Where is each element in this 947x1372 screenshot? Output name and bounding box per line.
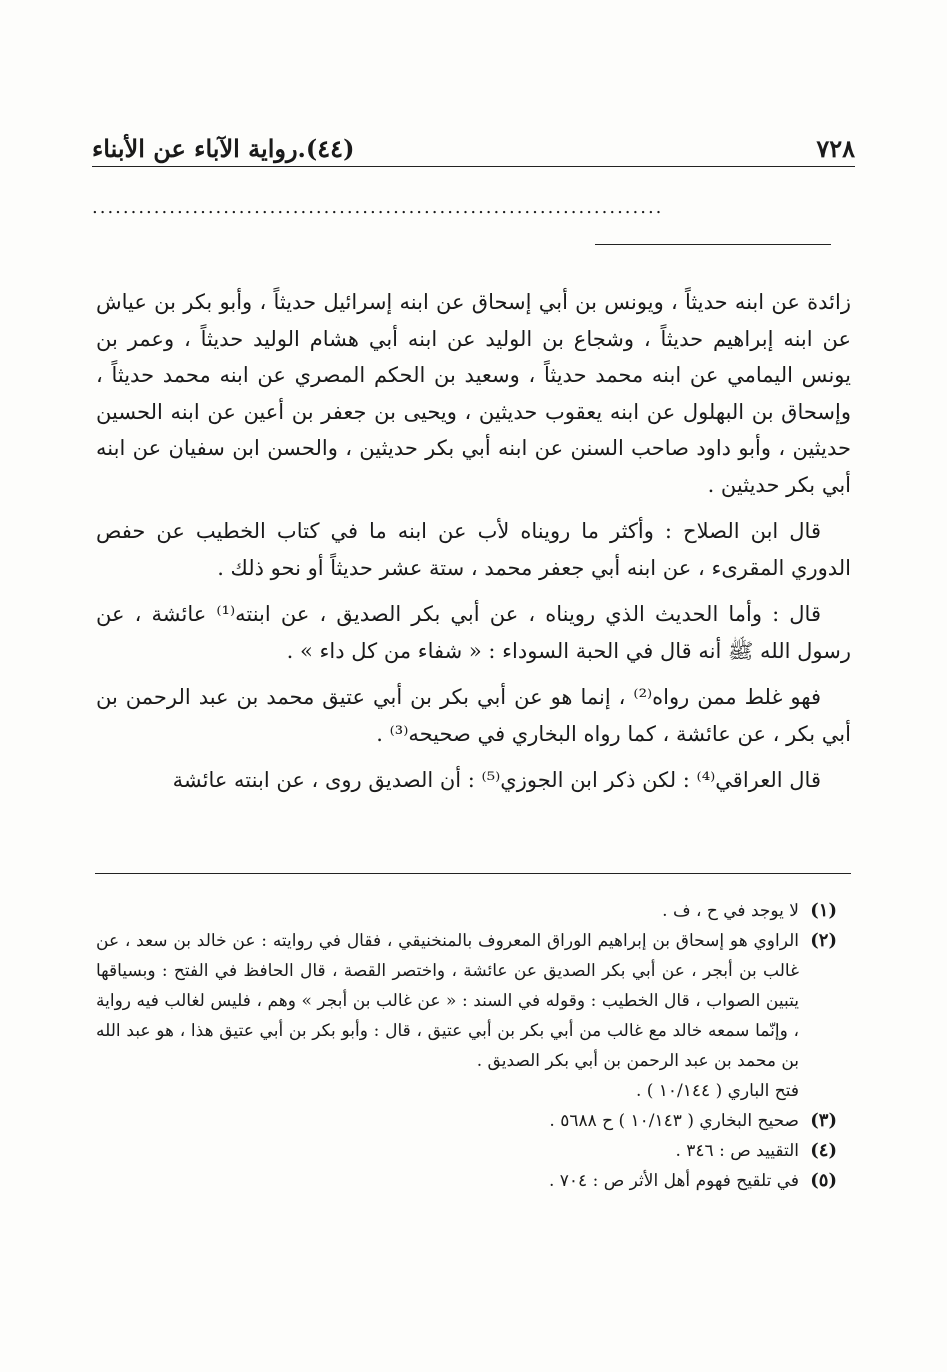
paragraph: قال ابن الصلاح : وأكثر ما رويناه لأب عن ابنه ما في كتاب الخطيب عن حفص الدوري المقرىء ، عن ابنه أبي جعفر محمد ، ستة عشر حديثاً أو نحو ذلك . (96, 519, 851, 580)
ellipsis-line: .......................................................................... (92, 197, 664, 218)
footnote-text: الراوي هو إسحاق بن إبراهيم الوراق المعروف بالمنخنيقي ، فقال في روايته : عن خالد بن سعد ، عن غالب بن أبجر ، عن أبي بكر الصديق عن عائشة ، واختصر القصة ، قال الحافظ في الفتح : وبسياقها يتبين الصواب ، قال الخطيب : وقوله في السند : « عن غالب بن أبجر » وهم ، فليس لغالب فيه رواية ، وإنّما سمعه خالد مع غالب من أبي بكر بن أبي عتيق ، قال : وأبو بكر بن أبي عتيق هذا ، هو عبد الله بن محمد بن عبد الرحمن بن أبي بكر الصديق . (96, 931, 799, 1071)
paragraph: فهو غلط ممن رواه⁽²⁾ ، إنما هو عن أبي بكر بن أبي عتيق محمد بن عبد الرحمن بن أبي بكر ، عن عائشة ، كما رواه البخاري في صحيحه⁽³⁾ . (96, 685, 851, 746)
footnote-number: (٤) (810, 1140, 837, 1161)
footnote (96, 1106, 837, 1136)
page-header (92, 128, 855, 168)
paragraph: قال العراقي⁽⁴⁾ : لكن ذكر ابن الجوزي⁽⁵⁾ : أن الصديق روى ، عن ابنته عائشة (172, 768, 821, 792)
footnote (96, 926, 837, 1106)
footnote-number: (٥) (810, 1170, 837, 1191)
footnote-number: (١) (810, 900, 837, 921)
footnote-text: صحيح البخاري ( ١٠/١٤٣ ) ح ٥٦٨٨ . (549, 1111, 799, 1131)
page-number: ٧٢٨ (816, 133, 855, 163)
footnote-text: لا يوجد في ح ، ف . (662, 901, 799, 921)
running-title: (٤٤).رواية الآباء عن الأبناء (92, 133, 355, 163)
section-rule (595, 244, 831, 245)
footnote-text: فتح الباري ( ١٠/١٤٤ ) . (635, 1081, 799, 1101)
paragraph: زائدة عن ابنه حديثاً ، ويونس بن أبي إسحاق عن ابنه إسرائيل حديثاً ، وأبو بكر بن عياش عن ابنه إبراهيم حديثاً ، وشجاع بن الوليد عن ابنه أبي هشام الوليد حديثاً ، وعمر بن يونس اليمامي عن ابنه محمد حديثاً ، وسعيد بن الحكم المصري عن ابنه محمد حديثاً ، وإسحاق بن البهلول عن ابنه يعقوب حديثين ، ويحيى بن جعفر بن أعين عن ابنه الحسين حديثين ، وأبو داود صاحب السنن عن ابنه أبي بكر حديثين ، والحسن ابن سفيان عن ابنه أبي بكر حديثين . (96, 290, 851, 497)
footnote (96, 1136, 837, 1166)
footnote (96, 1166, 837, 1196)
footnote-number: (٣) (810, 1110, 837, 1131)
footnotes (96, 896, 837, 1196)
paragraph: قال : وأما الحديث الذي رويناه ، عن أبي بكر الصديق ، عن ابنته⁽¹⁾ عائشة ، عن رسول الله ﷺ أنه قال في الحبة السوداء : « شفاء من كل داء » . (96, 602, 851, 663)
header-rule (92, 166, 855, 167)
footnote (96, 896, 837, 926)
main-text (96, 284, 851, 809)
footnote-text: في تلقيح فهوم أهل الأثر ص : ٧٠٤ . (548, 1171, 799, 1191)
footnote-separator (95, 873, 851, 874)
footnote-text: التقييد ص : ٣٤٦ . (675, 1141, 799, 1161)
footnote-number: (٢) (810, 930, 837, 951)
